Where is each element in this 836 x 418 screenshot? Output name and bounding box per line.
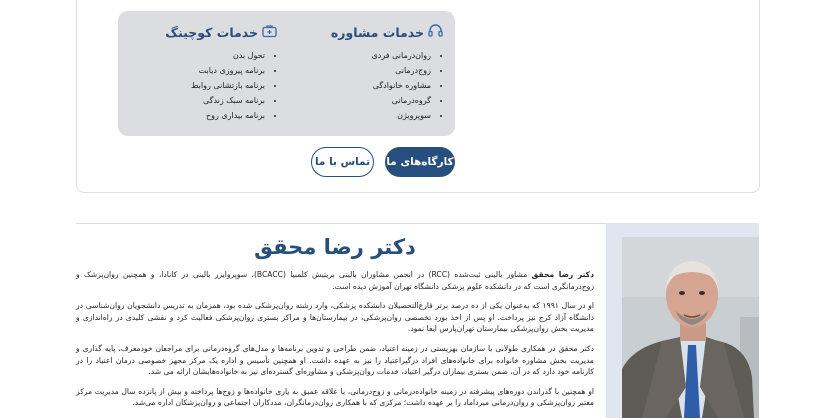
list-item: • برنامه سبک زندگی	[127, 93, 265, 108]
coaching-services	[127, 23, 277, 123]
list-item: • مشاوره خانوادگی	[293, 78, 431, 93]
bio-paragraph: دکتر محقق در همکاری طولانی با سازمان بهزیستی در زمینه اعتیاد، ضمن طراحی و تدوین برنامه‌ها و مدل‌های گروه‌درمانی برای مراجعان خودمعرف، پایه گذاری و مدیریت بخش مشاوره خانواده برای خانواده‌های افراد درگیراعتیاد را نیز به عهده داشت. او همچنین تأسیس و اداره یک مرکز مجهز خصوصی درمان اعتیاد را در کارنامه خود دارد که در آن، ضمن بستری بیماران درگیر اعتیاد، خدمات روان‌پزشکی و مشاوره‌ای گسترده‌ای نیز به خانواده‌هایشان ارائه می شد.	[76, 343, 594, 377]
profile-photo	[622, 237, 759, 418]
bio-paragraph: او در سال ۱۹۹۱ که به‌عنوان یکی از ده درصد برتر فارغ‌التحصیلان دانشکده پزشکی، وارد رشته روان‌پزشکی شده بود، همزمان به تدریس دانشجویان روان‌شناسی در دانشگاه آزاد کرج نیز پرداخت. او پس از اخذ بورد تخصصی روان‌پزشکی، در بیمارستان‌ها و مراکز بستری روان‌پزشکی فعالیت کرد و نقشی کلیدی در راه‌اندازی و مدیریت بخش روان‌پزشکی بیمارستان تهران‌پارس ایفا نمود.	[76, 301, 594, 334]
workshops-button[interactable]: کارگاه‌های ما	[385, 147, 455, 177]
bio-paragraph	[76, 269, 594, 292]
list-item: • زوج‌درمانی	[293, 63, 431, 78]
contact-button[interactable]: تماس با ما	[311, 147, 374, 177]
list-item: • تحول بدن	[127, 48, 265, 63]
headset-icon	[428, 24, 443, 41]
consulting-list	[293, 48, 443, 123]
photo-panel	[606, 223, 759, 418]
briefcase-icon	[262, 24, 277, 41]
list-item: • برنامه پیروزی دیابت	[127, 63, 265, 78]
list-item: • برنامه بیداری روح	[127, 108, 265, 123]
list-item: • گروه‌درمانی	[293, 93, 431, 108]
coaching-title: خدمات کوچینگ	[165, 24, 258, 40]
list-item: • برنامه بازتشانی روابط	[127, 78, 265, 93]
list-item: • سوپرویژن	[293, 108, 431, 123]
profile-name: دکتر رضا محقق	[254, 235, 416, 259]
profile-bio	[76, 234, 594, 417]
bio-name-bold: دکتر رضا محقق	[531, 270, 594, 279]
bio-paragraph: او همچنین با گذراندن دوره‌های پیشرفته در زمینه خانواده‌درمانی و زوج‌درمانی، با علاقه عمیق به یاری خانواده‌ها و زوج‌ها پرداخته و بیش از پانزده سال مدیریت مرکز معتبر روان‌پزشکی و روان‌درمانی میرداماد را بر عهده داشت؛ مرکزی که با همکاری روان‌درمانگران، مددکاران اجتماعی و روان‌پزشکان اداره می‌شد.	[76, 386, 594, 408]
coaching-list	[127, 48, 277, 123]
services-box	[118, 11, 455, 136]
consulting-title: خدمات مشاوره	[330, 24, 424, 40]
section-divider	[76, 223, 606, 224]
bio-text: مشاور بالینی ثبت‌شده (RCC) در انجمن مشاوران بالینی بریتیش کلمبیا (BCACC)، سوپروایزر بالینی در کانادا، و همچنین روان‌پزشک و زوج‌درمانگری است که در دانشکده علوم پزشکی دانشگاه تهران آموزش دیده است.	[76, 270, 594, 291]
list-item: • روان‌درمانی فردی	[293, 48, 431, 63]
consulting-services	[293, 23, 443, 123]
